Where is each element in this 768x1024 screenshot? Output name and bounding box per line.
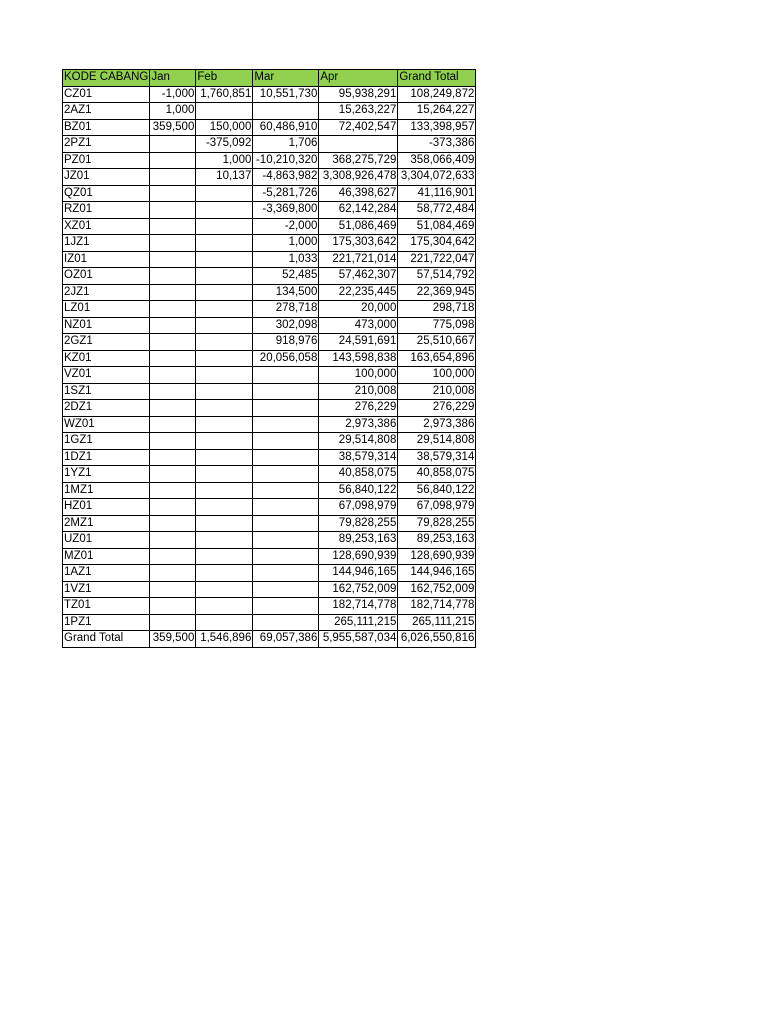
cell-grand-total[interactable]: 128,690,939: [398, 548, 476, 565]
cell-jan[interactable]: [150, 367, 196, 384]
cell-feb[interactable]: 10,137: [196, 169, 253, 186]
table-row: [63, 169, 476, 186]
cell-mar[interactable]: -10,210,320: [253, 152, 319, 169]
cell-feb[interactable]: [196, 235, 253, 252]
cell-feb[interactable]: [196, 499, 253, 516]
cell-jan[interactable]: [150, 185, 196, 202]
total-feb-cell[interactable]: 1,546,896: [196, 631, 253, 648]
table-row: [63, 598, 476, 615]
cell-apr[interactable]: 182,714,778: [319, 598, 398, 615]
cell-code[interactable]: 1MZ1: [63, 482, 150, 499]
header-cell-apr[interactable]: Apr: [319, 70, 398, 87]
cell-code[interactable]: UZ01: [63, 532, 150, 549]
cell-apr[interactable]: 15,263,227: [319, 103, 398, 120]
cell-mar[interactable]: [253, 581, 319, 598]
cell-code[interactable]: CZ01: [63, 86, 150, 103]
cell-grand-total[interactable]: 58,772,484: [398, 202, 476, 219]
cell-feb[interactable]: [196, 202, 253, 219]
cell-grand-total[interactable]: 182,714,778: [398, 598, 476, 615]
cell-mar[interactable]: 1,706: [253, 136, 319, 153]
total-apr-cell[interactable]: 5,955,587,034: [319, 631, 398, 648]
cell-mar[interactable]: [253, 103, 319, 120]
table-row: [63, 614, 476, 631]
cell-code[interactable]: MZ01: [63, 548, 150, 565]
cell-jan[interactable]: [150, 136, 196, 153]
cell-jan[interactable]: [150, 334, 196, 351]
cell-grand-total[interactable]: 133,398,957: [398, 119, 476, 136]
cell-feb[interactable]: 1,760,851: [196, 86, 253, 103]
cell-grand-total[interactable]: 51,084,469: [398, 218, 476, 235]
cell-grand-total[interactable]: 29,514,808: [398, 433, 476, 450]
cell-mar[interactable]: [253, 614, 319, 631]
cell-code[interactable]: XZ01: [63, 218, 150, 235]
cell-feb[interactable]: [196, 218, 253, 235]
cell-apr[interactable]: 56,840,122: [319, 482, 398, 499]
cell-grand-total[interactable]: 144,946,165: [398, 565, 476, 582]
cell-code[interactable]: TZ01: [63, 598, 150, 615]
cell-jan[interactable]: [150, 284, 196, 301]
cell-apr[interactable]: 144,946,165: [319, 565, 398, 582]
header-cell-jan[interactable]: Jan: [150, 70, 196, 87]
total-jan-cell[interactable]: 359,500: [150, 631, 196, 648]
cell-jan[interactable]: [150, 565, 196, 582]
cell-apr[interactable]: [319, 136, 398, 153]
cell-jan[interactable]: [150, 350, 196, 367]
cell-mar[interactable]: -5,281,726: [253, 185, 319, 202]
cell-jan[interactable]: [150, 515, 196, 532]
cell-jan[interactable]: [150, 614, 196, 631]
cell-grand-total[interactable]: 15,264,227: [398, 103, 476, 120]
cell-apr[interactable]: 175,303,642: [319, 235, 398, 252]
cell-jan[interactable]: [150, 532, 196, 549]
cell-feb[interactable]: [196, 466, 253, 483]
cell-apr[interactable]: 162,752,009: [319, 581, 398, 598]
cell-grand-total[interactable]: 100,000: [398, 367, 476, 384]
cell-mar[interactable]: [253, 598, 319, 615]
cell-feb[interactable]: [196, 565, 253, 582]
cell-jan[interactable]: [150, 383, 196, 400]
cell-apr[interactable]: 128,690,939: [319, 548, 398, 565]
cell-feb[interactable]: 150,000: [196, 119, 253, 136]
table-row: [63, 565, 476, 582]
cell-code[interactable]: 2DZ1: [63, 400, 150, 417]
table-row: [63, 482, 476, 499]
table-row: [63, 202, 476, 219]
cell-apr[interactable]: 29,514,808: [319, 433, 398, 450]
cell-feb[interactable]: [196, 284, 253, 301]
cell-jan[interactable]: [150, 548, 196, 565]
cell-feb[interactable]: [196, 598, 253, 615]
cell-grand-total[interactable]: 67,098,979: [398, 499, 476, 516]
cell-apr[interactable]: 100,000: [319, 367, 398, 384]
cell-code[interactable]: 1PZ1: [63, 614, 150, 631]
table-row: [63, 251, 476, 268]
cell-mar[interactable]: 20,056,058: [253, 350, 319, 367]
cell-mar[interactable]: [253, 482, 319, 499]
cell-grand-total[interactable]: 298,718: [398, 301, 476, 318]
cell-apr[interactable]: 368,275,729: [319, 152, 398, 169]
cell-grand-total[interactable]: 89,253,163: [398, 532, 476, 549]
table-row: [63, 499, 476, 516]
cell-apr[interactable]: 38,579,314: [319, 449, 398, 466]
cell-code[interactable]: QZ01: [63, 185, 150, 202]
table-row: [63, 86, 476, 103]
cell-mar[interactable]: -3,369,800: [253, 202, 319, 219]
cell-apr[interactable]: 46,398,627: [319, 185, 398, 202]
cell-grand-total[interactable]: 221,722,047: [398, 251, 476, 268]
cell-feb[interactable]: [196, 449, 253, 466]
cell-mar[interactable]: 134,500: [253, 284, 319, 301]
table-row: [63, 400, 476, 417]
table-row: [63, 383, 476, 400]
cell-jan[interactable]: [150, 416, 196, 433]
cell-code[interactable]: 2MZ1: [63, 515, 150, 532]
cell-feb[interactable]: [196, 416, 253, 433]
cell-code[interactable]: WZ01: [63, 416, 150, 433]
cell-code[interactable]: 1GZ1: [63, 433, 150, 450]
cell-jan[interactable]: [150, 317, 196, 334]
cell-code[interactable]: HZ01: [63, 499, 150, 516]
table-row: [63, 152, 476, 169]
cell-mar[interactable]: [253, 466, 319, 483]
table-row: [63, 581, 476, 598]
cell-code[interactable]: JZ01: [63, 169, 150, 186]
cell-grand-total[interactable]: 57,514,792: [398, 268, 476, 285]
cell-code[interactable]: 2PZ1: [63, 136, 150, 153]
table-row: [63, 532, 476, 549]
cell-mar[interactable]: 60,486,910: [253, 119, 319, 136]
cell-feb[interactable]: [196, 350, 253, 367]
cell-mar[interactable]: [253, 499, 319, 516]
cell-jan[interactable]: [150, 598, 196, 615]
cell-mar[interactable]: 302,098: [253, 317, 319, 334]
cell-feb[interactable]: [196, 433, 253, 450]
table-row: [63, 317, 476, 334]
header-cell-grand-total[interactable]: Grand Total: [398, 70, 476, 87]
cell-apr[interactable]: 20,000: [319, 301, 398, 318]
cell-jan[interactable]: [150, 202, 196, 219]
cell-feb[interactable]: [196, 581, 253, 598]
table-body: [63, 86, 476, 631]
cell-apr[interactable]: 3,308,926,478: [319, 169, 398, 186]
cell-jan[interactable]: [150, 400, 196, 417]
cell-feb[interactable]: [196, 614, 253, 631]
cell-feb[interactable]: [196, 532, 253, 549]
header-row: [63, 70, 476, 87]
total-label-cell[interactable]: Grand Total: [63, 631, 150, 648]
cell-apr[interactable]: 265,111,215: [319, 614, 398, 631]
cell-grand-total[interactable]: 40,858,075: [398, 466, 476, 483]
cell-code[interactable]: 1VZ1: [63, 581, 150, 598]
cell-mar[interactable]: 1,033: [253, 251, 319, 268]
cell-mar[interactable]: [253, 383, 319, 400]
grand-total-row: [63, 631, 476, 648]
cell-jan[interactable]: [150, 169, 196, 186]
cell-grand-total[interactable]: 358,066,409: [398, 152, 476, 169]
cell-code[interactable]: 1YZ1: [63, 466, 150, 483]
cell-apr[interactable]: 473,000: [319, 317, 398, 334]
cell-mar[interactable]: [253, 565, 319, 582]
table-row: [63, 103, 476, 120]
cell-code[interactable]: IZ01: [63, 251, 150, 268]
cell-feb[interactable]: -375,092: [196, 136, 253, 153]
cell-feb[interactable]: [196, 367, 253, 384]
cell-mar[interactable]: 52,485: [253, 268, 319, 285]
table-row: [63, 515, 476, 532]
cell-mar[interactable]: [253, 433, 319, 450]
cell-feb[interactable]: [196, 515, 253, 532]
cell-mar[interactable]: [253, 367, 319, 384]
table-row: [63, 301, 476, 318]
cell-mar[interactable]: [253, 416, 319, 433]
cell-grand-total[interactable]: 25,510,667: [398, 334, 476, 351]
cell-grand-total[interactable]: 163,654,896: [398, 350, 476, 367]
cell-feb[interactable]: [196, 103, 253, 120]
cell-mar[interactable]: [253, 548, 319, 565]
table-row: [63, 334, 476, 351]
cell-code[interactable]: 1AZ1: [63, 565, 150, 582]
cell-feb[interactable]: [196, 383, 253, 400]
cell-feb[interactable]: 1,000: [196, 152, 253, 169]
cell-mar[interactable]: 10,551,730: [253, 86, 319, 103]
header-cell-mar[interactable]: Mar: [253, 70, 319, 87]
cell-jan[interactable]: [150, 218, 196, 235]
cell-jan[interactable]: [150, 449, 196, 466]
cell-feb[interactable]: [196, 317, 253, 334]
cell-apr[interactable]: 40,858,075: [319, 466, 398, 483]
cell-jan[interactable]: [150, 251, 196, 268]
cell-jan[interactable]: -1,000: [150, 86, 196, 103]
table-row: [63, 218, 476, 235]
cell-grand-total[interactable]: 276,229: [398, 400, 476, 417]
cell-jan[interactable]: [150, 499, 196, 516]
cell-feb[interactable]: [196, 251, 253, 268]
cell-grand-total[interactable]: 175,304,642: [398, 235, 476, 252]
table-row: [63, 416, 476, 433]
cell-apr[interactable]: 62,142,284: [319, 202, 398, 219]
cell-grand-total[interactable]: 210,008: [398, 383, 476, 400]
cell-code[interactable]: NZ01: [63, 317, 150, 334]
table-row: [63, 235, 476, 252]
cell-jan[interactable]: [150, 482, 196, 499]
cell-mar[interactable]: [253, 449, 319, 466]
cell-feb[interactable]: [196, 334, 253, 351]
cell-code[interactable]: LZ01: [63, 301, 150, 318]
cell-grand-total[interactable]: -373,386: [398, 136, 476, 153]
cell-code[interactable]: KZ01: [63, 350, 150, 367]
cell-code[interactable]: 1DZ1: [63, 449, 150, 466]
table-row: [63, 433, 476, 450]
cell-mar[interactable]: [253, 515, 319, 532]
header-cell-kode-cabang[interactable]: KODE CABANG: [63, 70, 150, 87]
cell-jan[interactable]: [150, 301, 196, 318]
cell-jan[interactable]: 359,500: [150, 119, 196, 136]
cell-code[interactable]: 2GZ1: [63, 334, 150, 351]
cell-mar[interactable]: [253, 532, 319, 549]
cell-feb[interactable]: [196, 548, 253, 565]
cell-jan[interactable]: [150, 268, 196, 285]
cell-mar[interactable]: [253, 400, 319, 417]
cell-apr[interactable]: 210,008: [319, 383, 398, 400]
table-row: [63, 367, 476, 384]
cell-feb[interactable]: [196, 268, 253, 285]
cell-code[interactable]: VZ01: [63, 367, 150, 384]
cell-code[interactable]: 2AZ1: [63, 103, 150, 120]
cell-apr[interactable]: 276,229: [319, 400, 398, 417]
total-grand-total-cell[interactable]: 6,026,550,816: [398, 631, 476, 648]
cell-code[interactable]: BZ01: [63, 119, 150, 136]
cell-grand-total[interactable]: 108,249,872: [398, 86, 476, 103]
cell-apr[interactable]: 79,828,255: [319, 515, 398, 532]
cell-grand-total[interactable]: 56,840,122: [398, 482, 476, 499]
total-mar-cell[interactable]: 69,057,386: [253, 631, 319, 648]
cell-apr[interactable]: 72,402,547: [319, 119, 398, 136]
cell-feb[interactable]: [196, 482, 253, 499]
cell-feb[interactable]: [196, 400, 253, 417]
cell-apr[interactable]: 2,973,386: [319, 416, 398, 433]
cell-grand-total[interactable]: 775,098: [398, 317, 476, 334]
cell-code[interactable]: OZ01: [63, 268, 150, 285]
cell-mar[interactable]: 278,718: [253, 301, 319, 318]
cell-code[interactable]: 1SZ1: [63, 383, 150, 400]
cell-apr[interactable]: 143,598,838: [319, 350, 398, 367]
pivot-table: [62, 69, 476, 648]
cell-apr[interactable]: 51,086,469: [319, 218, 398, 235]
cell-jan[interactable]: [150, 466, 196, 483]
table-row: [63, 119, 476, 136]
cell-jan[interactable]: [150, 152, 196, 169]
cell-apr[interactable]: 24,591,691: [319, 334, 398, 351]
cell-grand-total[interactable]: 3,304,072,633: [398, 169, 476, 186]
table-row: [63, 185, 476, 202]
cell-grand-total[interactable]: 79,828,255: [398, 515, 476, 532]
cell-code[interactable]: RZ01: [63, 202, 150, 219]
cell-apr[interactable]: 89,253,163: [319, 532, 398, 549]
cell-mar[interactable]: -4,863,982: [253, 169, 319, 186]
header-cell-feb[interactable]: Feb: [196, 70, 253, 87]
cell-jan[interactable]: [150, 433, 196, 450]
table-row: [63, 136, 476, 153]
cell-jan[interactable]: 1,000: [150, 103, 196, 120]
cell-code[interactable]: 2JZ1: [63, 284, 150, 301]
cell-grand-total[interactable]: 41,116,901: [398, 185, 476, 202]
cell-mar[interactable]: 1,000: [253, 235, 319, 252]
cell-mar[interactable]: 918,976: [253, 334, 319, 351]
cell-jan[interactable]: [150, 235, 196, 252]
cell-apr[interactable]: 95,938,291: [319, 86, 398, 103]
table-row: [63, 284, 476, 301]
table-row: [63, 268, 476, 285]
cell-apr[interactable]: 22,235,445: [319, 284, 398, 301]
cell-grand-total[interactable]: 2,973,386: [398, 416, 476, 433]
cell-code[interactable]: PZ01: [63, 152, 150, 169]
table-row: [63, 350, 476, 367]
table-row: [63, 548, 476, 565]
cell-apr[interactable]: 57,462,307: [319, 268, 398, 285]
cell-feb[interactable]: [196, 185, 253, 202]
cell-grand-total[interactable]: 265,111,215: [398, 614, 476, 631]
cell-feb[interactable]: [196, 301, 253, 318]
cell-code[interactable]: 1JZ1: [63, 235, 150, 252]
table-row: [63, 449, 476, 466]
cell-jan[interactable]: [150, 581, 196, 598]
cell-grand-total[interactable]: 38,579,314: [398, 449, 476, 466]
cell-apr[interactable]: 221,721,014: [319, 251, 398, 268]
cell-grand-total[interactable]: 22,369,945: [398, 284, 476, 301]
cell-apr[interactable]: 67,098,979: [319, 499, 398, 516]
cell-grand-total[interactable]: 162,752,009: [398, 581, 476, 598]
cell-mar[interactable]: -2,000: [253, 218, 319, 235]
table-row: [63, 466, 476, 483]
